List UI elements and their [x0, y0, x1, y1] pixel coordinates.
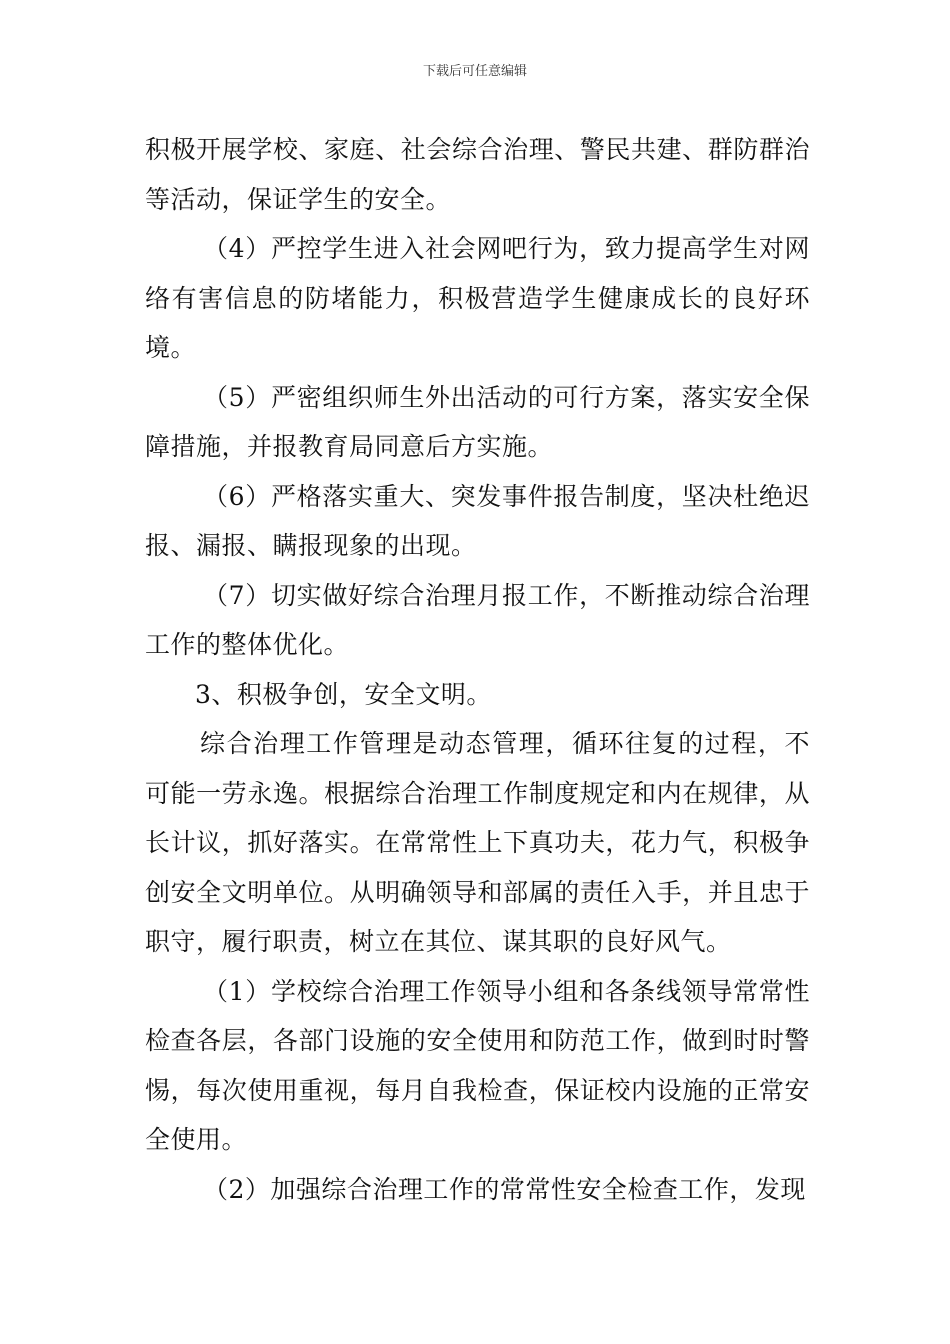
paragraph-sub-item-1: （1）学校综合治理工作领导小组和各条线领导常常性检查各层，各部门设施的安全使用和防范工作，做到时时警惕，每次使用重视，每月自我检查，保证校内设施的正常安全使用。 [145, 976, 810, 1154]
page-header: 下载后可任意编辑 [422, 64, 527, 79]
section-heading-3: 3、积极争创，安全文明。 [195, 679, 492, 709]
paragraph-item-5: （5）严密组织师生外出活动的可行方案，落实安全保障措施，并报教育局同意后方实施。 [145, 382, 810, 461]
paragraph-section-3-intro: 综合治理工作管理是动态管理，循环往复的过程，不可能一劳永逸。根据综合治理工作制度规定和内在规律，从长计议，抓好落实。在常常性上下真功夫，花力气，积极争创安全文明单位。从明确领导和部属的责任入手，并且忠于职守，履行职责，树立在其位、谋其职的良好风气。 [145, 729, 810, 956]
paragraph-item-7: （7）切实做好综合治理月报工作，不断推动综合治理工作的整体优化。 [145, 580, 810, 659]
paragraph-item-6: （6）严格落实重大、突发事件报告制度，坚决杜绝迟报、漏报、瞒报现象的出现。 [145, 481, 810, 560]
paragraph-item-4: （4）严控学生进入社会网吧行为，致力提高学生对网络有害信息的防堵能力，积极营造学生健康成长的良好环境。 [145, 234, 810, 362]
paragraph-sub-item-2: （2）加强综合治理工作的常常性安全检查工作，发现 [203, 1174, 806, 1204]
document-body [145, 125, 810, 1214]
paragraph-continuation: 积极开展学校、家庭、社会综合治理、警民共建、群防群治等活动，保证学生的安全。 [145, 135, 810, 214]
